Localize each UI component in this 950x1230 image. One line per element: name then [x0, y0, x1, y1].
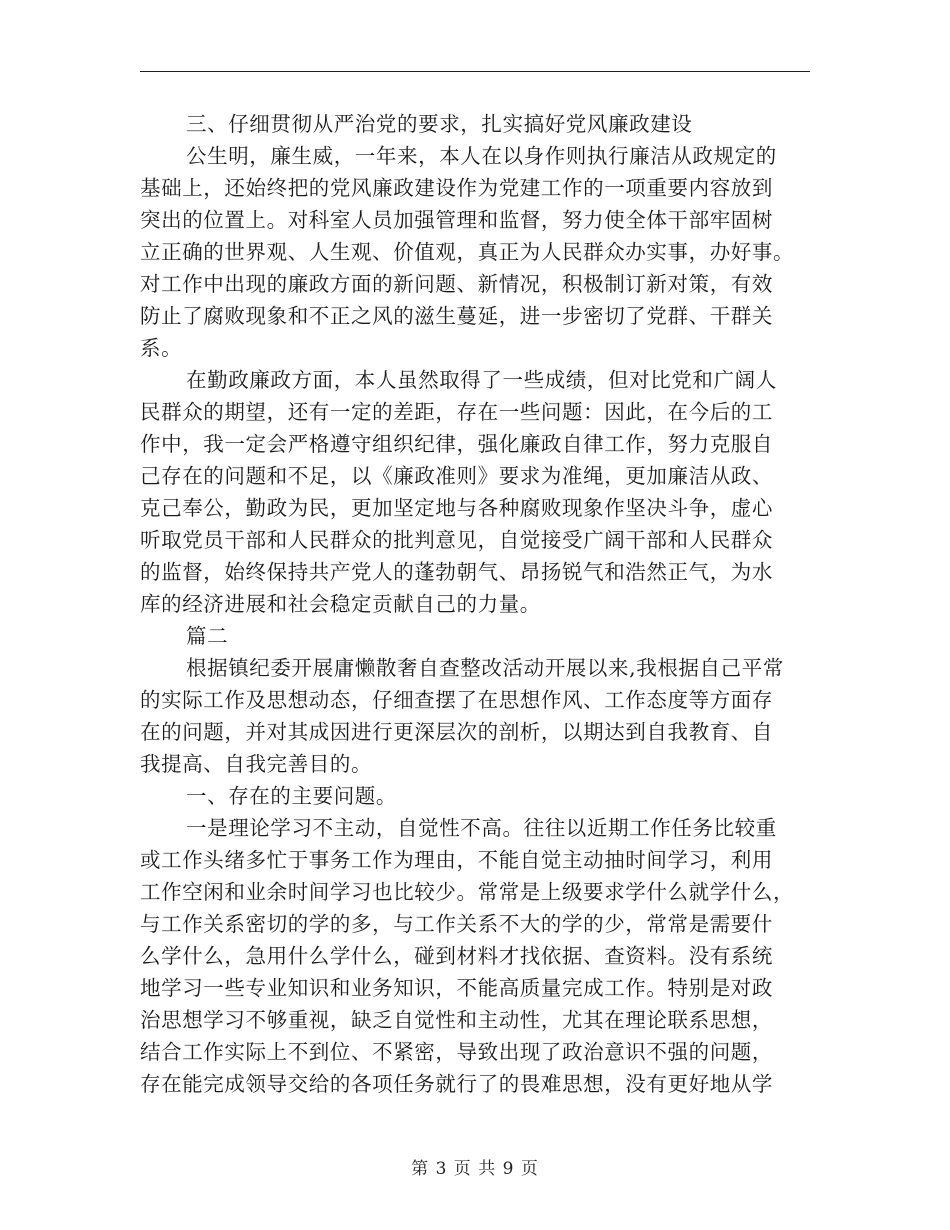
text-line: 克己奉公，勤政为民，更加坚定地与各种腐败现象作坚决斗争，虚心 [140, 496, 773, 520]
text-line: 地学习一些专业知识和业务知识，不能高质量完成工作。特别是对政 [140, 976, 773, 1000]
text-line: 听取党员干部和人民群众的批判意见，自觉接受广阔干部和人民群众 [140, 528, 773, 552]
text-line: 的实际工作及思想动态，仔细查摆了在思想作风、工作态度等方面存 [140, 688, 773, 712]
document-body [140, 108, 812, 1100]
text-line: 三、仔细贯彻从严治党的要求，扎实搞好党风廉政建设 [186, 112, 693, 136]
text-line: 立正确的世界观、人生观、价值观，真正为人民群众办实事，办好事。 [140, 240, 795, 264]
text-line: 或工作头绪多忙于事务工作为理由，不能自觉主动抽时间学习，利用 [140, 848, 773, 872]
header-rule [140, 71, 810, 72]
text-line: 治思想学习不够重视，缺乏自觉性和主动性，尤其在理论联系思想， [140, 1008, 773, 1032]
text-line: 与工作关系密切的学的多，与工作关系不大的学的少，常常是需要什 [140, 912, 773, 936]
text-line: 篇二 [186, 624, 229, 648]
text-line: 公生明，廉生威，一年来，本人在以身作则执行廉洁从政规定的 [186, 144, 777, 168]
text-line: 一、存在的主要问题。 [186, 784, 397, 808]
text-line: 己存在的问题和不足，以《廉政准则》要求为准绳，更加廉洁从政、 [140, 464, 773, 488]
text-line: 库的经济进展和社会稳定贡献自己的力量。 [140, 592, 541, 616]
text-line: 对工作中出现的廉政方面的新问题、新情况，积极制订新对策，有效 [140, 272, 773, 296]
text-line: 防止了腐败现象和不正之风的滋生蔓延，进一步密切了党群、干群关 [140, 304, 773, 328]
page-number: 第 3 页 共 9 页 [411, 1159, 539, 1179]
text-line: 的监督，始终保持共产党人的蓬勃朝气、昂扬锐气和浩然正气，为水 [140, 560, 773, 584]
text-line: 存在能完成领导交给的各项任务就行了的畏难思想，没有更好地从学 [140, 1072, 773, 1096]
text-line: 突出的位置上。对科室人员加强管理和监督，努力使全体干部牢固树 [140, 208, 773, 232]
text-line: 么学什么，急用什么学什么，碰到材料才找依据、查资料。没有系统 [140, 944, 773, 968]
text-line: 根据镇纪委开展庸懒散奢自查整改活动开展以来,我根据自己平常 [186, 656, 784, 680]
text-line: 在勤政廉政方面，本人虽然取得了一些成绩，但对比党和广阔人 [186, 368, 777, 392]
text-line: 系。 [140, 336, 183, 360]
text-line: 一是理论学习不主动，自觉性不高。往往以近期工作任务比较重 [186, 816, 777, 840]
text-line: 基础上，还始终把的党风廉政建设作为党建工作的一项重要内容放到 [140, 176, 773, 200]
text-line: 在的问题，并对其成因进行更深层次的剖析，以期达到自我教育、自 [140, 720, 773, 744]
text-line: 工作空闲和业余时间学习也比较少。常常是上级要求学什么就学什么， [140, 880, 795, 904]
text-line: 结合工作实际上不到位、不紧密，导致出现了政治意识不强的问题， [140, 1040, 773, 1064]
text-line: 我提高、自我完善目的。 [140, 752, 373, 776]
text-line: 作中，我一定会严格遵守组织纪律，强化廉政自律工作，努力克服自 [140, 432, 773, 456]
text-line: 民群众的期望，还有一定的差距，存在一些问题：因此，在今后的工 [140, 400, 773, 424]
